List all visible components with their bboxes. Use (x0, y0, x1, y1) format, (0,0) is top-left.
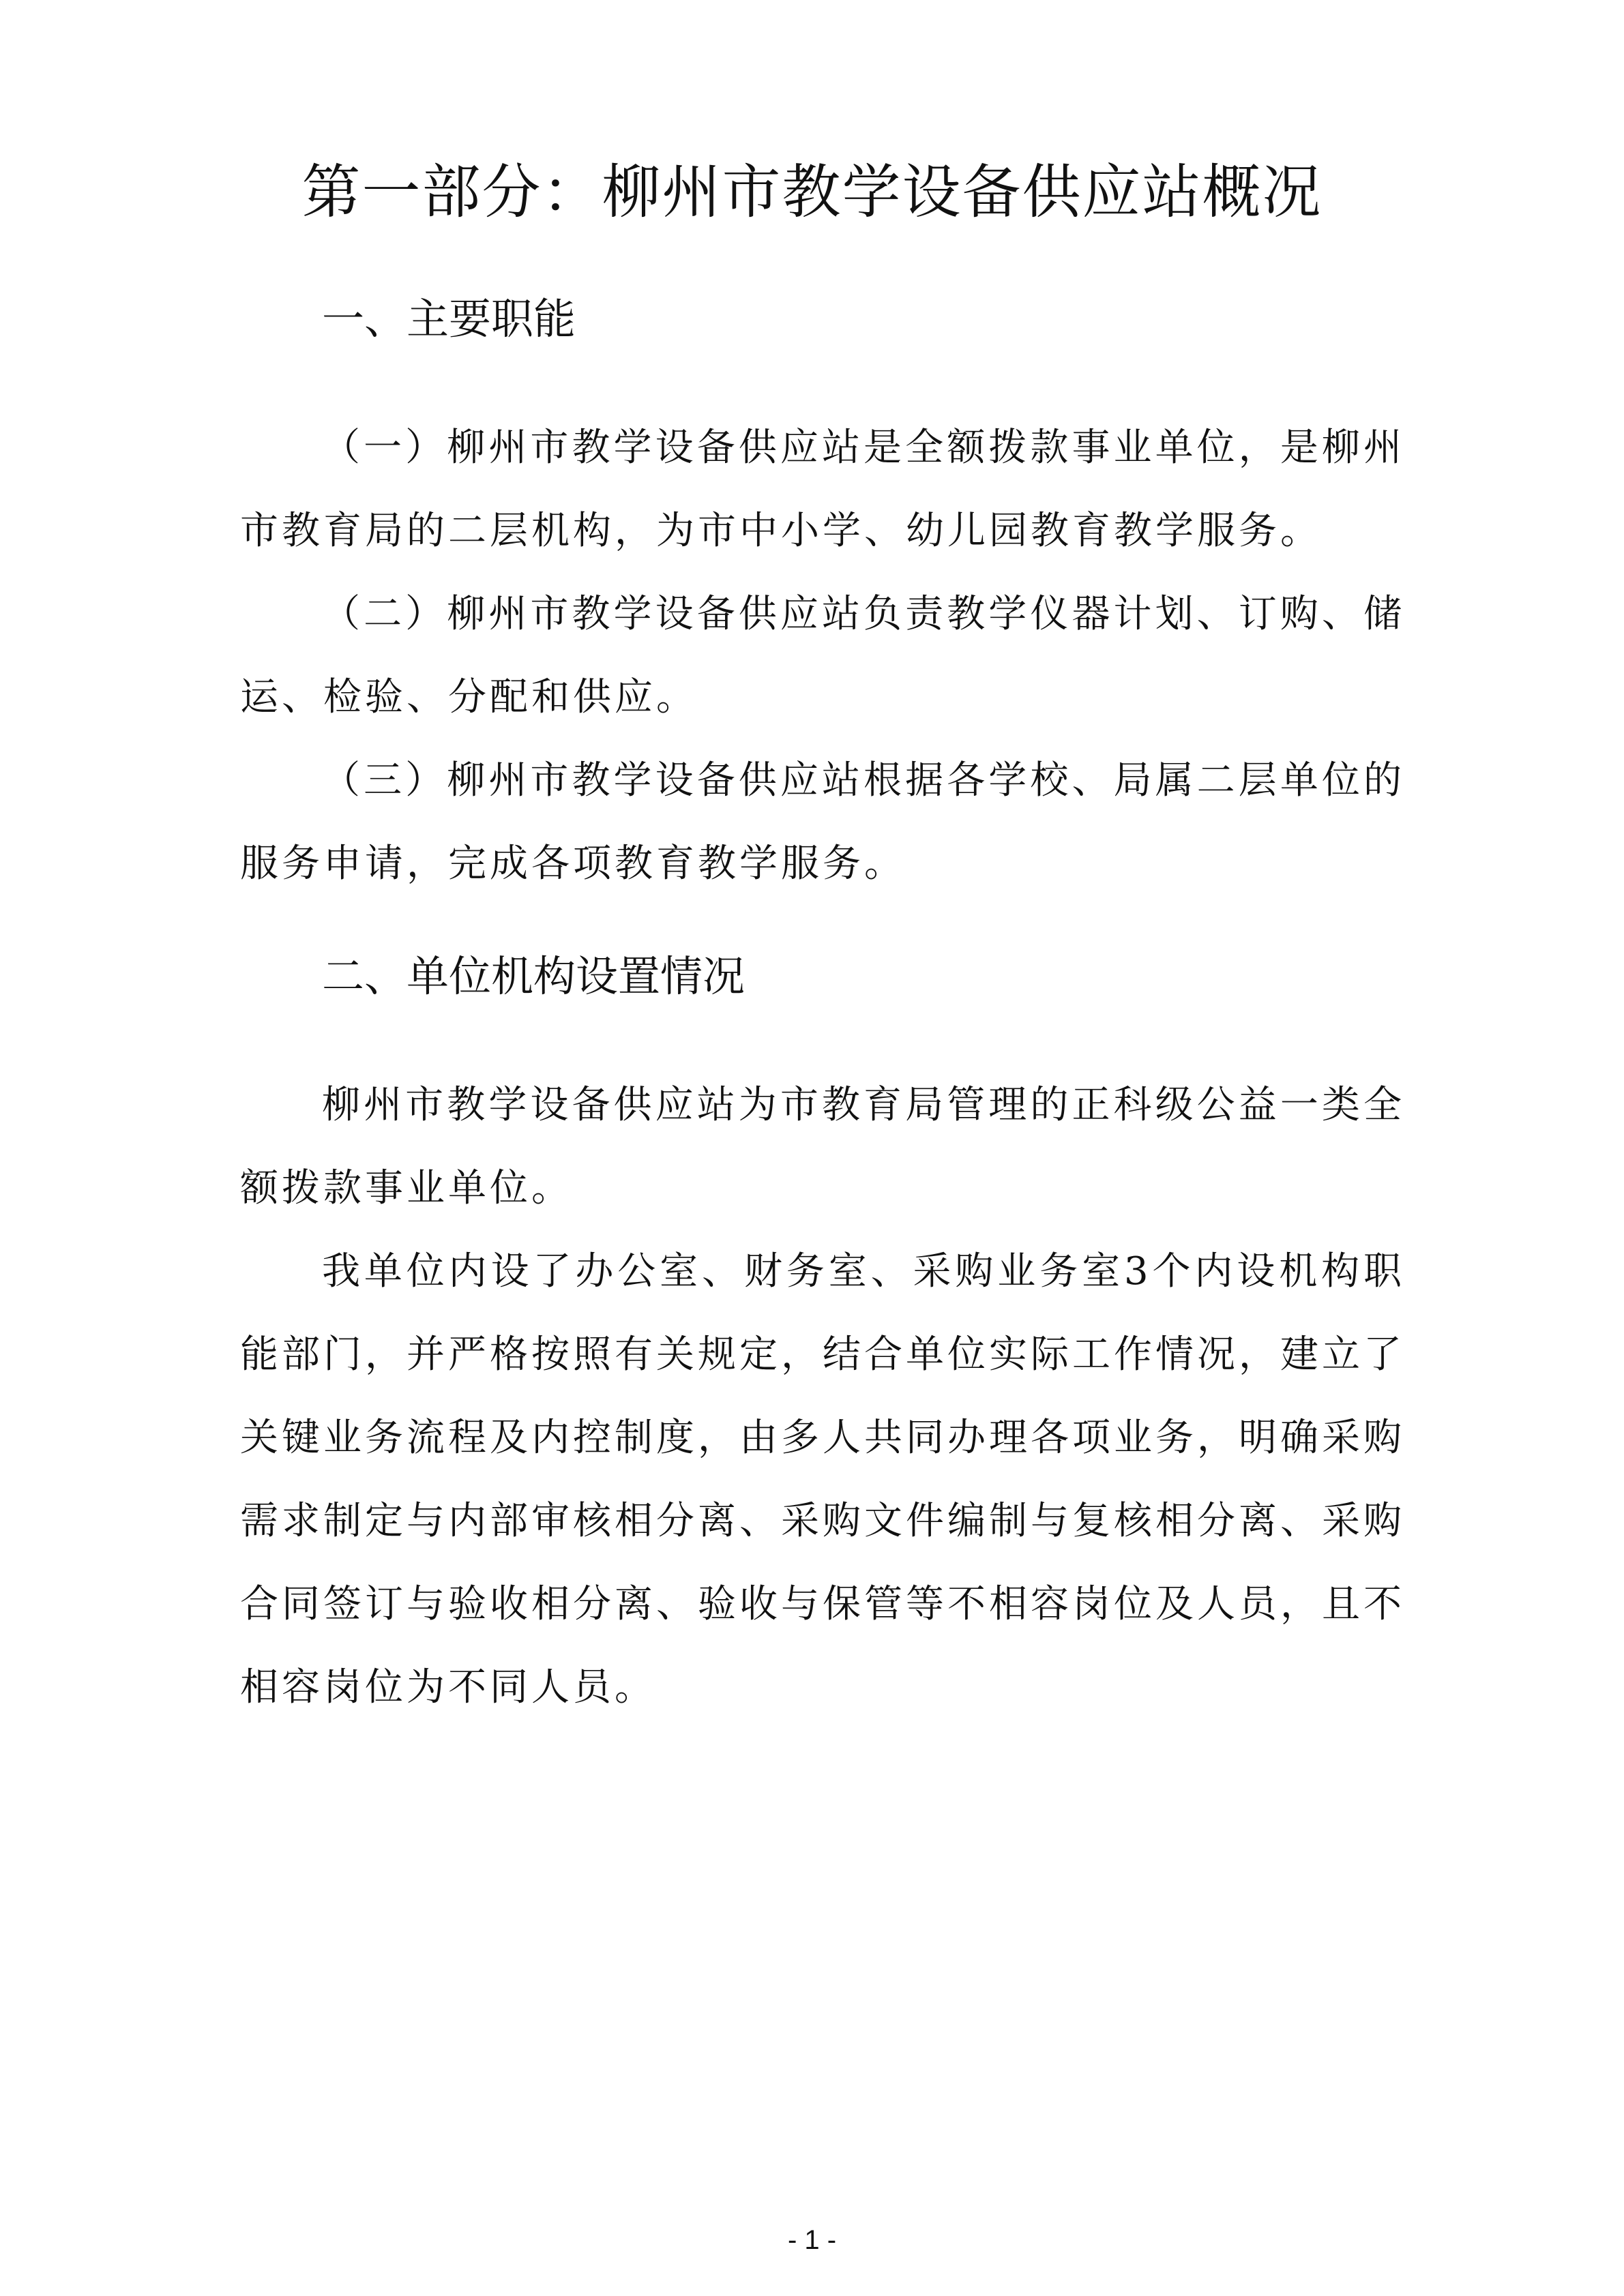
section-heading-main-functions: 一、主要职能 (322, 294, 576, 344)
paragraph-function-1: （一）柳州市教学设备供应站是全额拨款事业单位，是柳州市教育局的二层机构，为市中小学、幼儿园教育教学服务。 (240, 426, 1405, 553)
page-number: - 1 - (787, 2225, 837, 2255)
section-heading-organization: 二、单位机构设置情况 (322, 951, 745, 1001)
page-title: 第一部分：柳州市教学设备供应站概况 (301, 158, 1323, 226)
paragraph-function-3: （三）柳州市教学设备供应站根据各学校、局属二层单位的服务申请，完成各项教育教学服务。 (240, 758, 1405, 886)
paragraph-organization-2: 我单位内设了办公室、财务室、采购业务室3个内设机构职能部门，并严格按照有关规定，结合单位实际工作情况，建立了关键业务流程及内控制度，由多人共同办理各项业务，明确采购需求制定与内部审核相分离、采购文件编制与复核相分离、采购合同签订与验收相分离、验收与保管等不相容岗位及人员，且不相容岗位为不同人员。 (240, 1249, 1405, 1710)
paragraph-function-2: （二）柳州市教学设备供应站负责教学仪器计划、订购、储运、检验、分配和供应。 (240, 592, 1405, 719)
paragraph-organization-1: 柳州市教学设备供应站为市教育局管理的正科级公益一类全额拨款事业单位。 (240, 1083, 1405, 1210)
